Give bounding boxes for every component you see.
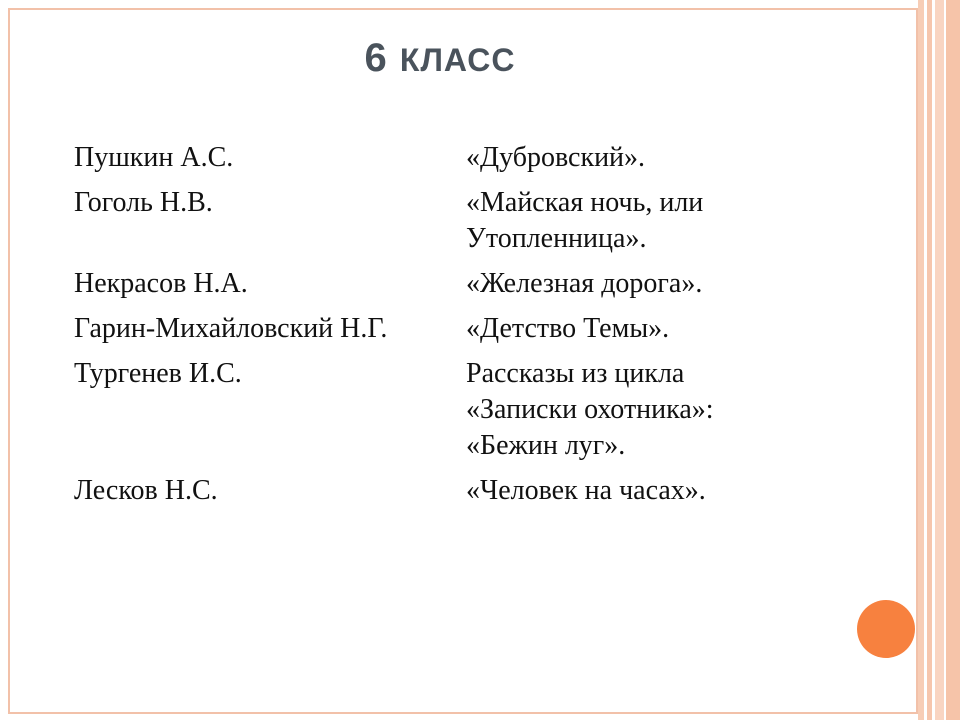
author-name: Некрасов Н.А. [74, 268, 248, 299]
decorative-stripes [918, 0, 960, 720]
work-line: «Бежин луг». [466, 430, 626, 461]
list-item [74, 140, 834, 176]
work-line: «Дубровский». [466, 142, 646, 173]
orange-circle-decoration [857, 600, 915, 658]
list-item [74, 185, 834, 257]
work-title [466, 356, 834, 464]
work-title [466, 266, 834, 302]
author-name: Тургенев И.С. [74, 358, 242, 389]
author-name: Гарин-Михайловский Н.Г. [74, 313, 388, 344]
work-line: «Железная дорога». [466, 268, 703, 299]
work-line: Рассказы из цикла [466, 358, 685, 389]
author-name: Пушкин А.С. [74, 142, 234, 173]
list-item [74, 311, 834, 347]
work-title [466, 473, 834, 509]
work-line: «Человек на часах». [466, 475, 706, 506]
work-line: «Записки охотника»: [466, 394, 714, 425]
title-number: 6 [364, 36, 388, 80]
author-works-list [74, 140, 834, 518]
stripe [935, 0, 944, 720]
page-title [0, 36, 880, 81]
list-item [74, 473, 834, 509]
author-name: Гоголь Н.В. [74, 187, 213, 218]
work-title [466, 185, 834, 257]
work-line: «Детство Темы». [466, 313, 670, 344]
work-title [466, 140, 834, 176]
work-line: Утопленница». [466, 223, 647, 254]
author-name: Лесков Н.С. [74, 475, 218, 506]
work-line: «Майская ночь, или [466, 187, 704, 218]
stripe [946, 0, 960, 720]
list-item [74, 356, 834, 464]
work-title [466, 311, 834, 347]
list-item [74, 266, 834, 302]
title-word: КЛАСС [399, 42, 516, 78]
